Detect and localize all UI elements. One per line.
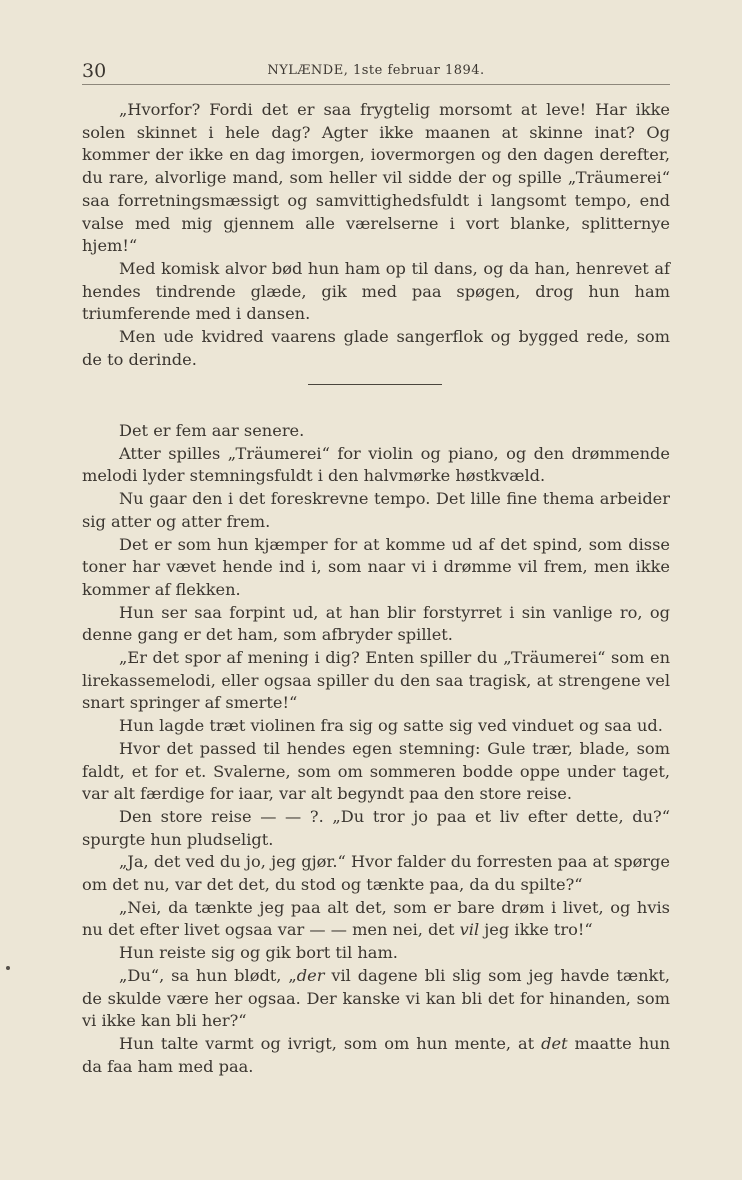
- paragraph: Det er som hun kjæmper for at komme ud af det spind, som disse toner har vævet hende ind i, som naar vi i drømme vil frem, men ikke kommer af flekken.: [82, 534, 670, 599]
- emphasis: vil: [459, 920, 480, 940]
- text-run: Hun talte varmt og ivrigt, som om hun mente, at: [119, 1033, 542, 1053]
- paragraph: [82, 897, 670, 942]
- text-run: „Du“, sa hun blødt, „: [119, 965, 297, 985]
- paragraph: „Hvorfor? Fordi det er saa frygtelig morsomt at leve! Har ikke solen skinnet i hele dag? Agter ikke maanen at skinne inat? Og kommer der ikke en dag imorgen, iovermorgen og den dagen derefter, du rare, alvorlige mand, som heller vil sidde der og spille „Träumerei“ saa forretningsmæssigt og samvittighedsfuldt i langsomt tempo, end valse med mig gjennem alle værelserne i vort blanke, splitternye hjem!“: [82, 100, 670, 256]
- paragraph: Hvor det passed til hendes egen stemning: Gule trær, blade, som faldt, et for et. Svalerne, som om sommeren bodde oppe under taget, var alt færdige for iaar, var alt begyndt paa den store reise.: [82, 738, 670, 804]
- paragraph: Den store reise — — ?. „Du tror jo paa et liv efter dette, du?“ spurgte hun pludseligt.: [82, 806, 670, 849]
- paragraph: Hun ser saa forpint ud, at han blir forstyrret i sin vanlige ro, og denne gang er det ham, som afbryder spillet.: [82, 602, 670, 645]
- text-run: jeg ikke tro!“: [479, 920, 593, 940]
- paragraph: Men ude kvidred vaarens glade sangerflok og bygged rede, som de to derinde.: [82, 327, 670, 369]
- paragraph: Atter spilles „Träumerei“ for violin og piano, og den drømmende melodi lyder stemningsfuldt i den halvmørke høstkvæld.: [82, 443, 670, 486]
- text-run: maatte hun da faa ham med paa.: [82, 1033, 670, 1076]
- paragraph: „Ja, det ved du jo, jeg gjør.“ Hvor falder du forresten paa at spørge om det nu, var det det, du stod og tænkte paa, da du spilte?“: [82, 852, 670, 895]
- text-run: „Nei, da tænkte jeg paa alt det, som er bare drøm i livet, og hvis nu det efter livet ogsaa var — — men nei, det: [82, 897, 670, 940]
- paragraph: Med komisk alvor bød hun ham op til dans, og da han, henrevet af hendes tindrende glæde, gik med paa spøgen, drog hun ham triumferende med i dansen.: [82, 258, 670, 324]
- paragraph: Nu gaar den i det foreskrevne tempo. Det lille fine thema arbeider sig atter og atter frem.: [82, 489, 670, 531]
- page-number: 30: [82, 60, 107, 82]
- section-opening: Det er fem aar senere.: [119, 421, 305, 440]
- section-divider: [308, 384, 442, 385]
- running-head: NYLÆNDE, 1ste februar 1894.: [267, 63, 485, 78]
- paragraph: [82, 965, 670, 1033]
- section-two: [82, 420, 670, 1078]
- emphasis: der: [296, 965, 325, 985]
- margin-mark: [6, 966, 10, 970]
- paragraph: Hun lagde træt violinen fra sig og satte sig ved vinduet og saa ud.: [119, 716, 663, 736]
- page-header: [82, 60, 670, 85]
- paragraph: „Er det spor af mening i dig? Enten spiller du „Träumerei“ som en lirekassemelodi, eller ogsaa spiller du den saa tragisk, at strengene vel snart springer af smerte!“: [82, 648, 670, 713]
- text-run: vil dagene bli slig som jeg havde tænkt, de skulde være her ogsaa. Der kanske vi kan bli det for hinanden, som vi ikke kan bli her?“: [82, 965, 670, 1031]
- paragraph: Hun reiste sig og gik bort til ham.: [119, 943, 398, 963]
- section-one: [82, 99, 670, 371]
- emphasis: det: [541, 1033, 568, 1053]
- paragraph: [82, 1033, 670, 1078]
